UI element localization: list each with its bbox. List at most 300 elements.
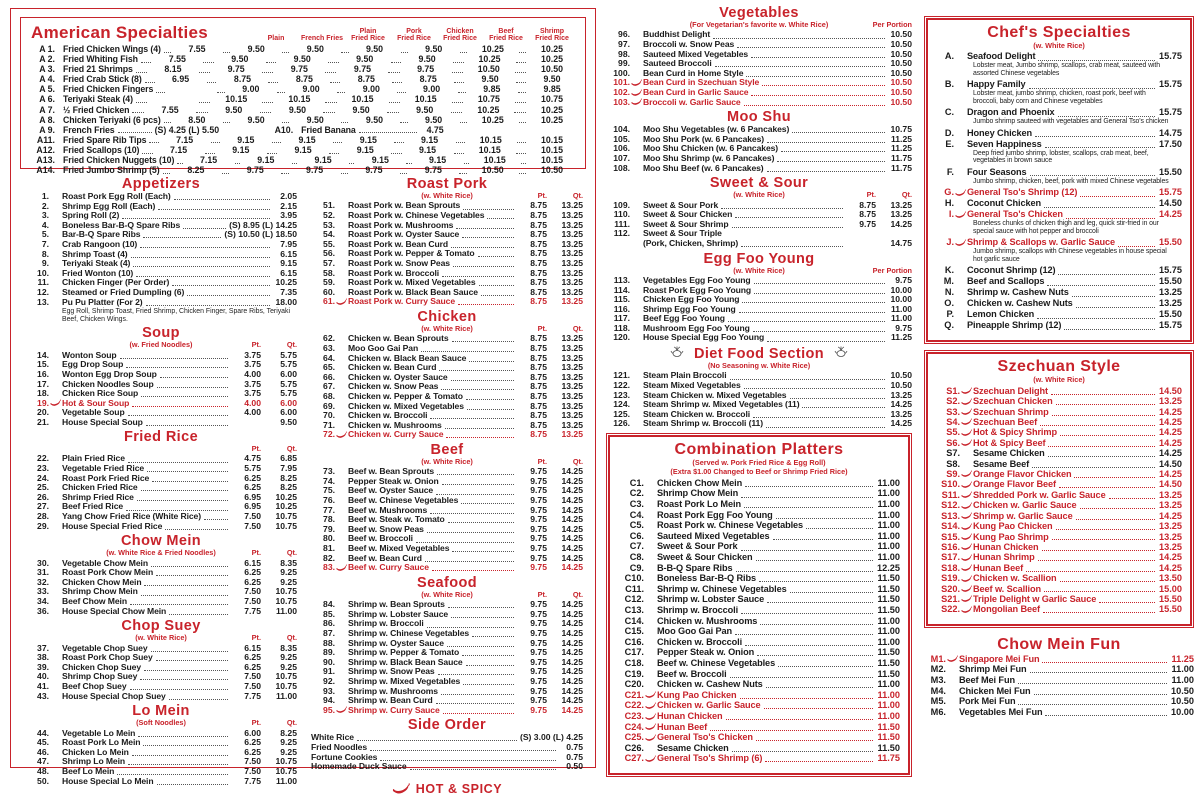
dotted-leader: [157, 387, 228, 388]
dotted-leader: [151, 651, 229, 652]
item-price: 10.50: [890, 77, 912, 88]
hot-spicy-icon: [961, 554, 972, 562]
number-name-gap: [49, 737, 62, 738]
section-chicken: [311, 310, 583, 440]
item-price-pint: 8.75: [530, 410, 547, 421]
item-number: A 3.: [39, 64, 55, 75]
number-name-gap: [55, 124, 63, 125]
number-name-gap: [335, 686, 348, 687]
american-item-row: [31, 105, 575, 115]
item-price-pint: 9.75: [530, 628, 547, 638]
item-name: Moo Shu Shrimp (w. 6 Pancakes): [643, 152, 775, 163]
item-description: Jumbo shrimp sauteed with vegetables and General Tso's chicken: [973, 118, 1169, 126]
number-name-gap: [630, 49, 643, 50]
item-name: Roast Pork w. Mushrooms: [348, 219, 454, 230]
item-price-pint: 3.75: [244, 378, 261, 389]
dotted-leader: [282, 122, 289, 123]
number-name-gap: [335, 553, 348, 554]
hot-spicy-icon: [631, 89, 642, 97]
dotted-leader: [756, 560, 873, 561]
item-price: 10.50: [541, 165, 564, 176]
item-number: 112.: [613, 228, 630, 239]
section-subtitle-text: (w. White Rice): [135, 633, 187, 643]
item-price: 13.25: [1159, 541, 1182, 552]
item-name: Chicken Rice Soup: [62, 388, 139, 399]
section-title: [25, 619, 297, 634]
number-name-gap: [335, 287, 348, 288]
section-subtitle: [25, 634, 297, 642]
section-title-text: Chicken: [417, 308, 477, 325]
number-name-gap: [335, 618, 348, 619]
item-price: 10.50: [890, 370, 912, 381]
number-name-gap: [55, 164, 63, 165]
item-name: Bean Curd in Garlic Sauce: [643, 86, 749, 97]
item-number: S19.: [941, 573, 960, 584]
item-number: 63.: [323, 342, 335, 353]
number-name-gap: [49, 652, 62, 653]
number-name-gap: [960, 585, 973, 594]
item-price: 14.50: [1159, 458, 1182, 469]
item-name: French Fries: [63, 124, 115, 135]
dotted-leader: [262, 72, 273, 73]
item-name: Chicken w. Garlic Sauce: [657, 700, 761, 711]
dotted-leader: [146, 305, 270, 306]
item-price: (S) 3.00 (L) 4.25: [519, 732, 583, 743]
menu-item-row: [618, 531, 900, 542]
dotted-leader: [177, 163, 182, 164]
price-columns-header: [231, 719, 297, 727]
dotted-leader: [519, 52, 526, 53]
item-name: Wonton Soup: [62, 349, 117, 360]
dotted-leader: [389, 102, 400, 103]
item-number: 67.: [323, 381, 335, 392]
item-name: Fried Spare Rib Tips: [63, 134, 147, 145]
item-number: A 1.: [39, 44, 55, 54]
item-price: 14.25: [890, 399, 912, 410]
dotted-leader: [766, 427, 885, 428]
hot-spicy-icon: [631, 79, 642, 87]
section-mei_fun: [924, 636, 1194, 718]
item-price: 11.50: [877, 732, 900, 743]
section-title-text: Beef: [430, 441, 464, 458]
item-number: 37.: [37, 642, 49, 653]
item-price-pint: 3.75: [244, 359, 261, 370]
item-name: Fried Whiting Fish: [63, 54, 138, 65]
item-name: Beef Chow Mein: [62, 596, 127, 606]
right-menu-column: [924, 12, 1194, 720]
item-number: S12.: [941, 500, 960, 511]
hot-spicy-icon: [645, 702, 656, 710]
item-name: Chicken w. Broccoli: [348, 410, 428, 421]
dotted-leader: [515, 102, 526, 103]
dotted-leader: [1056, 404, 1155, 405]
item-name: Chicken Finger (Per Order): [62, 277, 170, 288]
dotted-leader: [479, 285, 514, 286]
item-number: 3.: [41, 210, 49, 221]
item-number: 88.: [323, 637, 335, 648]
hot-spicy-icon: [961, 481, 972, 489]
item-number: A 5.: [39, 84, 55, 95]
item-price-quart: 14.25: [561, 656, 583, 667]
item-name: Beef w. Broccoli: [657, 668, 727, 679]
dotted-leader: [330, 82, 340, 83]
item-name: Roast Pork w. Broccoli: [348, 267, 440, 278]
dotted-leader: [152, 481, 228, 482]
dotted-leader: [766, 687, 873, 688]
item-price: 9.15: [428, 155, 447, 166]
item-price-pint: 6.00: [244, 727, 261, 738]
item-price-pint: 3.75: [244, 388, 261, 399]
item-price: 10.25: [275, 277, 297, 288]
dotted-leader: [1058, 274, 1155, 275]
item-price-quart: 14.25: [561, 675, 583, 686]
item-number: A10.: [274, 124, 294, 135]
item-number: P.: [946, 309, 954, 320]
dotted-leader: [145, 82, 155, 83]
number-name-gap: [49, 567, 62, 568]
american-header: [31, 21, 575, 43]
number-name-gap: [335, 505, 348, 506]
item-number: 98.: [618, 48, 630, 59]
item-number: 56.: [323, 248, 335, 259]
item-number: 102.: [613, 86, 630, 97]
item-number: 2.: [41, 200, 49, 211]
item-price: 9.15: [294, 144, 312, 155]
item-name: Fried Chicken Fingers: [63, 84, 154, 95]
dotted-leader: [130, 689, 229, 690]
number-name-gap: [55, 53, 63, 54]
section-title-text: Lo Mein: [132, 703, 190, 720]
dotted-leader: [441, 694, 514, 695]
item-number: 50.: [37, 775, 49, 786]
item-name: Bar-B-Q Spare Ribs: [62, 229, 141, 240]
hot-spicy-icon: [961, 606, 972, 614]
dotted-leader: [341, 52, 348, 53]
item-name: Shrimp w. Chinese Vegetables: [657, 583, 787, 594]
section-chow_mein: [25, 534, 297, 616]
number-name-gap: [644, 668, 657, 669]
american-column-header: Beef Fried Rice: [489, 27, 523, 43]
item-name: Buddhist Delight: [643, 29, 711, 40]
number-name-gap: [335, 353, 348, 354]
number-name-gap: [630, 409, 643, 410]
number-name-gap: [49, 785, 62, 786]
dotted-leader: [1064, 329, 1155, 330]
menu-item-row: [936, 427, 1182, 437]
number-name-gap: [644, 689, 657, 690]
item-number: 13.: [37, 296, 49, 307]
item-price: 9.75: [246, 165, 264, 176]
dotted-leader: [754, 283, 885, 284]
section-title: [25, 177, 297, 192]
item-price-quart: 14.25: [561, 695, 583, 706]
item-name: Shrimp w. Mushrooms: [348, 685, 438, 696]
item-price: 14.25: [1159, 510, 1182, 521]
number-name-gap: [335, 431, 348, 440]
item-name: General Tso's Shrimp (6): [657, 753, 763, 764]
pint-column-label: Pt.: [537, 323, 547, 333]
item-price: 14.25: [1159, 417, 1182, 428]
hot-spicy-icon: [336, 298, 347, 306]
item-price: 10.50: [890, 67, 912, 78]
menu-item-row: [936, 563, 1182, 573]
item-number: A12.: [36, 144, 55, 155]
item-name: Fried Crab Stick (8): [63, 74, 142, 85]
hot-spicy-icon: [961, 408, 972, 416]
item-price-pint: 4.75: [244, 453, 261, 464]
section-title: [25, 534, 297, 549]
section-vegetables: [606, 6, 912, 107]
item-price: 9.50: [365, 44, 384, 54]
item-price-pint: 9.75: [530, 647, 547, 658]
dotted-leader: [203, 62, 213, 63]
dotted-leader: [760, 624, 873, 625]
number-name-gap: [335, 277, 348, 278]
menu-item-row: [936, 542, 1182, 552]
item-name: Chicken w. Curry Sauce: [348, 429, 444, 440]
item-price-quart: 13.25: [561, 371, 583, 382]
section-title-text: Fried Rice: [123, 429, 199, 446]
item-price-pint: 8.75: [530, 342, 547, 353]
hot-spicy-icon: [961, 533, 972, 541]
dotted-leader: [454, 153, 464, 154]
item-price-pint: 9.75: [530, 523, 547, 534]
item-price-quart: 13.25: [561, 200, 583, 211]
item-name: Honey Chicken: [967, 127, 1033, 138]
dotted-leader: [235, 163, 240, 164]
item-number: 17.: [37, 378, 49, 389]
american-item-row: [31, 115, 575, 125]
item-name: Szechuan Chicken: [973, 396, 1053, 407]
number-name-gap: [960, 543, 973, 552]
section-subtitle-text: (w. White Rice): [733, 265, 785, 275]
quart-column-label: Qt.: [901, 190, 912, 200]
dotted-leader: [451, 617, 514, 618]
number-name-gap: [960, 564, 973, 573]
menu-item-row: [618, 605, 900, 616]
item-number: 41.: [37, 680, 49, 691]
dotted-leader: [141, 595, 228, 596]
number-name-gap: [630, 58, 643, 59]
dotted-leader: [325, 72, 336, 73]
number-name-gap: [954, 208, 967, 209]
dotted-leader: [147, 471, 228, 472]
item-name: Hot & Sour Soup: [62, 397, 130, 408]
item-price-quart: 5.75: [280, 388, 297, 399]
dotted-leader: [744, 105, 885, 106]
price-columns-header: [517, 591, 583, 599]
item-name: General Tso's Shrimp (12): [967, 187, 1078, 198]
item-name: Roast Pork w. Chinese Vegetables: [348, 210, 485, 220]
item-name: Roast Pork w. Oyster Sauce: [348, 229, 460, 240]
number-name-gap: [644, 646, 657, 647]
dotted-leader: [130, 604, 228, 605]
item-name: Chicken Fried Rice: [62, 482, 138, 493]
item-price: 10.50: [890, 96, 912, 107]
item-price: 9.15: [356, 144, 374, 155]
dotted-leader: [726, 719, 873, 720]
item-number: J.: [946, 237, 954, 248]
item-price-pint: 8.75: [530, 371, 547, 382]
number-name-gap: [630, 294, 643, 295]
dotted-leader: [421, 351, 514, 352]
item-number: S15.: [941, 531, 960, 542]
item-price-pint: 8.75: [530, 248, 547, 259]
item-price: 15.50: [1159, 166, 1182, 177]
item-price-quart: 14.25: [561, 523, 583, 534]
dotted-leader: [452, 341, 514, 342]
dotted-leader: [1026, 571, 1155, 572]
menu-item-row: [25, 777, 297, 787]
number-name-gap: [960, 575, 973, 584]
item-price: 10.50: [1171, 696, 1194, 707]
item-name: Beef Egg Foo Young: [643, 313, 725, 324]
dotted-leader: [463, 684, 514, 685]
item-price-pint: 7.75: [244, 690, 261, 701]
number-name-gap: [946, 674, 959, 675]
item-price-pint: 8.75: [530, 390, 547, 401]
item-number: A 9.: [39, 124, 55, 135]
item-name: Roast Pork Chow Mein: [62, 567, 154, 578]
number-name-gap: [335, 524, 348, 525]
item-price-quart: 10.75: [275, 596, 297, 606]
item-price: 9.75: [290, 64, 308, 75]
dotted-leader: [1040, 425, 1155, 426]
item-number: A 6.: [39, 94, 55, 105]
item-name: Hunan Chicken: [657, 710, 723, 721]
item-number: 33.: [37, 586, 49, 597]
hot-spicy-icon: [961, 429, 972, 437]
item-number: K.: [944, 265, 954, 276]
dotted-leader: [118, 132, 152, 133]
item-price: 11.50: [877, 594, 900, 605]
hot-spicy-icon: [336, 706, 347, 714]
dotted-leader: [391, 153, 401, 154]
item-price-pint: 8.75: [859, 209, 876, 220]
item-number: S4.: [946, 417, 960, 428]
dotted-leader: [142, 153, 152, 154]
number-name-gap: [954, 61, 967, 62]
menu-item-row: [936, 386, 1182, 396]
item-number: 68.: [323, 390, 335, 401]
item-name: Shrimp w. Oyster Sauce: [348, 637, 444, 648]
item-price: 9.50: [306, 44, 324, 54]
menu-item-row: [924, 664, 1194, 675]
menu-item-row: [936, 298, 1182, 309]
number-name-gap: [49, 766, 62, 767]
item-price-pint: 6.25: [244, 737, 261, 748]
item-price-pint: 9.75: [530, 695, 547, 706]
item-name: Chicken Chop Suey: [62, 661, 142, 672]
number-name-gap: [960, 429, 973, 438]
item-price: 13.25: [1159, 298, 1182, 309]
item-name: Beef w. Broccoli: [348, 533, 413, 544]
dotted-leader: [136, 102, 147, 103]
item-price-quart: 8.25: [280, 482, 297, 493]
combination-platters-box: [608, 435, 910, 775]
item-price: 14.75: [1159, 127, 1182, 138]
item-name: Steam Plain Broccoli: [643, 370, 727, 381]
number-name-gap: [960, 468, 973, 469]
hot-spicy-icon: [961, 470, 972, 478]
dotted-leader: [456, 142, 465, 143]
american-item-row: [31, 44, 575, 54]
item-name: Pork Mei Fun: [959, 696, 1016, 707]
item-number: B.: [944, 79, 954, 90]
number-name-gap: [335, 543, 348, 544]
item-name: Sauteed Broccoli: [643, 58, 712, 69]
hot-spicy-legend: [311, 782, 583, 796]
dotted-leader: [1029, 88, 1155, 89]
number-name-gap: [49, 700, 62, 701]
item-name: Beef w. Curry Sauce: [348, 562, 429, 573]
item-price-quart: 6.00: [280, 397, 297, 408]
dotted-leader: [459, 173, 466, 174]
item-number: E.: [945, 138, 954, 149]
dotted-leader: [802, 407, 885, 408]
item-number: C23.: [624, 710, 644, 721]
dotted-leader: [730, 677, 873, 678]
item-price: 12.25: [877, 562, 900, 573]
dotted-leader: [790, 592, 873, 593]
item-price-quart: 13.25: [561, 296, 583, 307]
hot-spicy-icon: [961, 398, 972, 406]
item-name: (Pork, Chicken, Shrimp): [643, 237, 739, 248]
american-column-header: French Fries: [300, 35, 343, 43]
dotted-leader: [472, 636, 514, 637]
dotted-leader: [436, 703, 514, 704]
item-price-pint: 7.50: [244, 765, 261, 776]
item-price: 10.50: [481, 165, 504, 176]
item-price: 10.50: [890, 39, 912, 49]
dotted-leader: [174, 199, 270, 200]
item-number: D.: [944, 127, 954, 138]
item-price-quart: 13.25: [561, 381, 583, 392]
item-name: Moo Shu Beef (w. 6 Pancakes): [643, 162, 764, 173]
diet-decoration-icon: [670, 346, 684, 362]
item-price: 9.50: [231, 54, 249, 65]
item-price-pint: 8.75: [530, 219, 547, 230]
item-price: 9.00: [302, 84, 320, 95]
item-number: 27.: [37, 501, 49, 512]
item-number: A 2.: [39, 54, 55, 65]
item-price: 8.75: [295, 74, 313, 85]
item-name: Crab Rangoon (10): [62, 238, 138, 249]
item-name: Shrimp w. Snow Peas: [348, 666, 435, 677]
item-price: 15.75: [1159, 107, 1182, 118]
item-name: Beef w. Oyster Sauce: [348, 485, 434, 496]
number-name-gap: [49, 530, 62, 531]
number-name-gap: [49, 249, 62, 250]
dotted-leader: [400, 173, 407, 174]
item-price: 9.75: [353, 64, 372, 75]
dotted-leader: [1035, 136, 1155, 137]
item-number: C.: [944, 107, 954, 118]
item-number: 20.: [37, 407, 49, 418]
section-title-text: Sweet & Sour: [709, 175, 809, 192]
item-number: S21.: [941, 593, 960, 604]
item-number: C25.: [624, 732, 644, 743]
item-price-quart: 14.25: [561, 628, 583, 638]
item-price-pint: 9.75: [859, 218, 876, 229]
item-name: Chicken w. Bean Curd: [348, 362, 437, 373]
item-number: 18.: [37, 388, 49, 399]
item-price-pint: 7.50: [244, 520, 261, 531]
section-appetizers: [25, 177, 297, 323]
hot-spicy-icon: [50, 399, 61, 407]
item-name: Vegetables Egg Foo Young: [643, 274, 751, 285]
item-number: 105.: [613, 133, 630, 144]
